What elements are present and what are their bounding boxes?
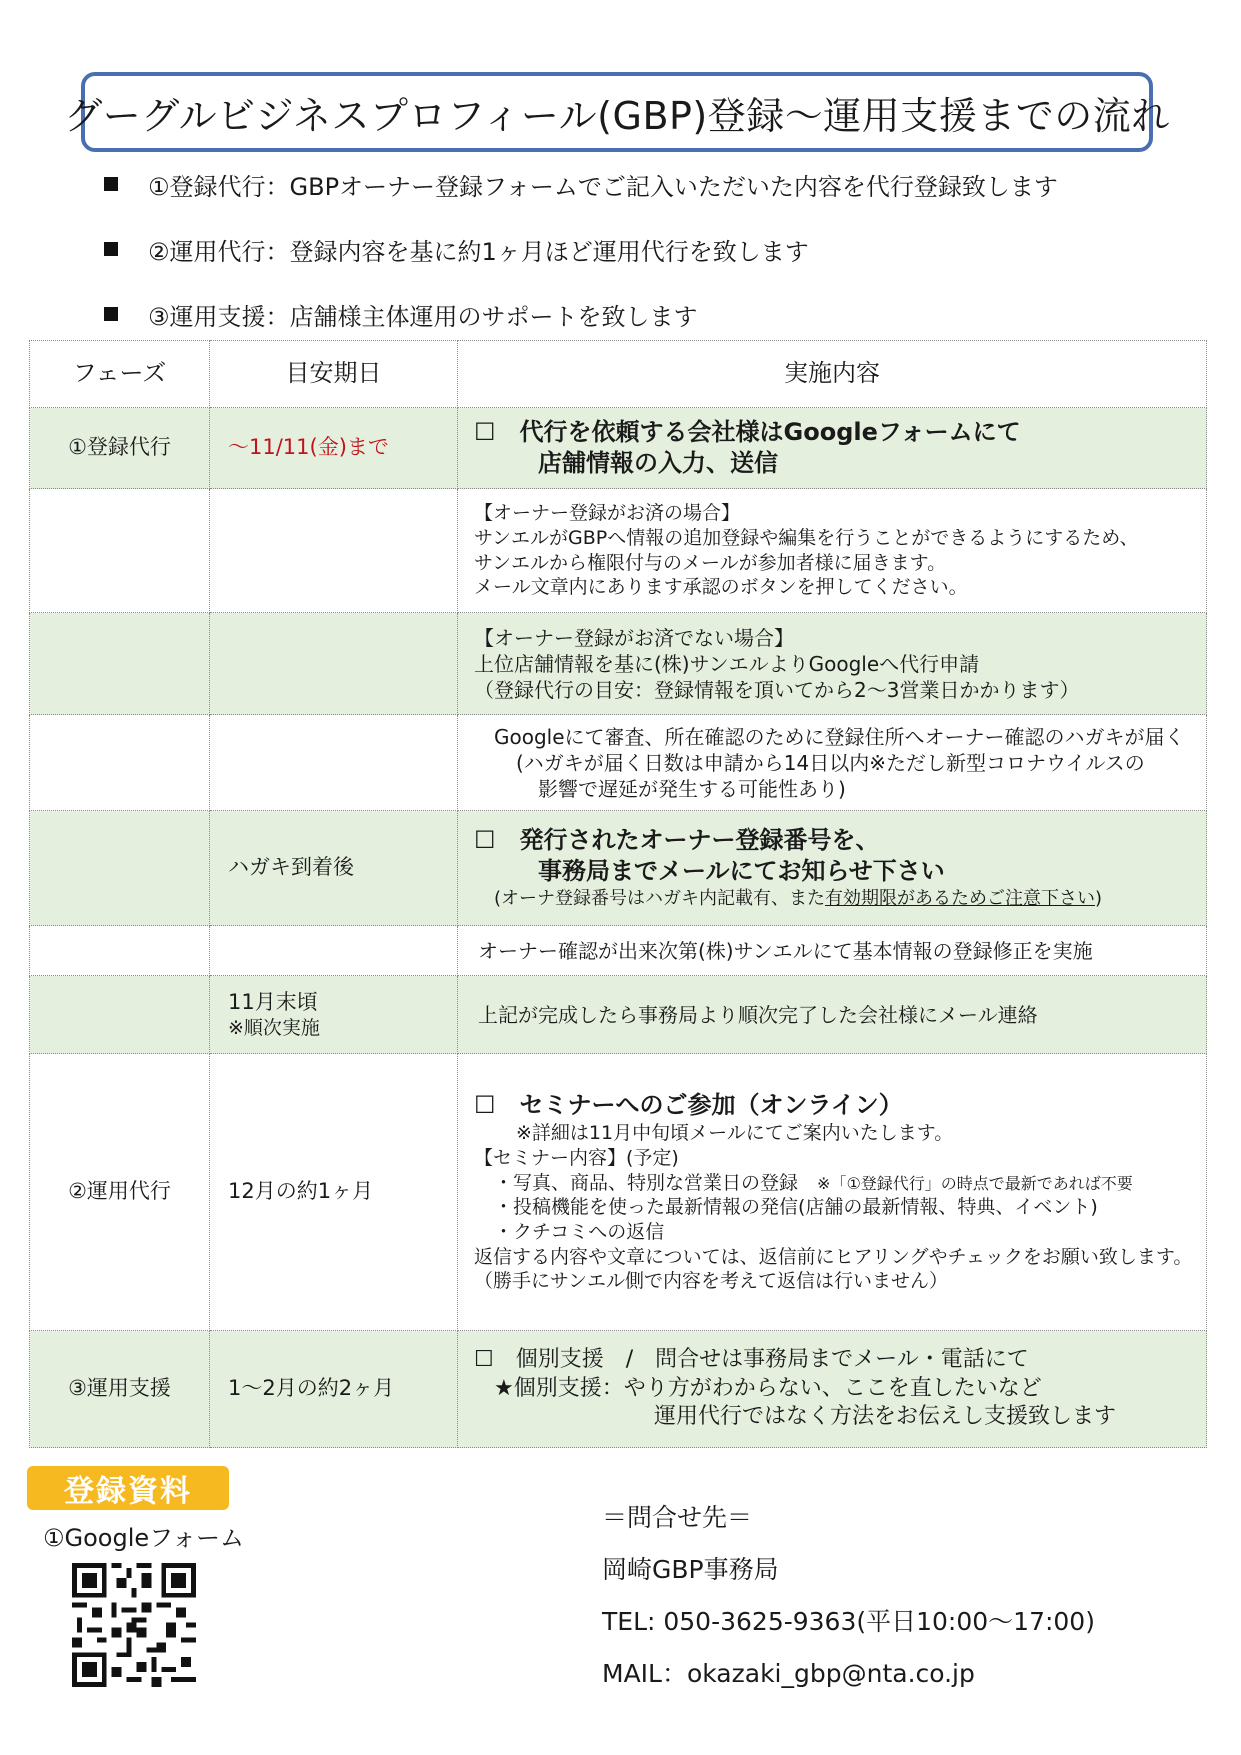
date-cell: ハガキ到着後 [210,811,458,926]
checkbox-line: ☐ 個別支援 / 問合せは事務局までメール・電話にて [474,1347,1029,1373]
table-row [30,715,1207,811]
contact-office: 岡崎GBP事務局 [602,1555,779,1584]
google-form-label: ①Googleフォーム [43,1524,244,1552]
contact-block [602,1492,1095,1700]
phase-cell [30,926,210,976]
content-cell: ☐ セミナーへのご参加（オンライン） ※詳細は11月中旬頃メールにてご案内いたします。 【セミナー内容】(予定) ・写真、商品、特別な営業日の登録 ※「①登録代行」の時点で最新であれば不要 ・投稿機能を使った最新情報の発信(店舗の最新情報、特典、イベント) ・クチコミへの返信 返信する内容や文章については、返信前にヒアリングやチェックをお願い致します。 （勝手にサンエル側で内容を考えて返信は行いません） [458,1054,1207,1331]
table-row [30,613,1207,715]
contact-mail[interactable]: MAIL：okazaki_gbp@nta.co.jp [602,1659,975,1688]
page-title: グーグルビジネスプロフィール(GBP)登録～運用支援までの流れ [81,72,1153,152]
phase-cell [30,489,210,613]
deadline-cell: ～11/11(金)まで [210,408,458,489]
checkbox-line: ☐ 代行を依頼する会社様はGoogleフォームにて [474,417,1021,446]
square-bullet-icon [104,177,118,191]
checkbox-line: ☐ セミナーへのご参加（オンライン） [474,1091,903,1119]
phase-cell: ③運用支援 [30,1331,210,1448]
square-bullet-icon [104,307,118,321]
date-cell [210,926,458,976]
header-content: 実施内容 [458,341,1207,408]
date-cell: 1～2月の約2ヶ月 [210,1331,458,1448]
content-cell: オーナー確認が出来次第(株)サンエルにて基本情報の登録修正を実施 [458,926,1207,976]
table-row [30,489,1207,613]
table-row [30,408,1207,489]
content-cell: Googleにて審査、所在確認のために登録住所へオーナー確認のハガキが届く (ハガキが届く日数は申請から14日以内※ただし新型コロナウイルスの 影響で遅延が発生する可能性あり) [458,715,1207,811]
deadline-note: (オーナ登録番号はハガキ内記載有、また有効期限があるためご注意下さい) [494,888,1103,910]
header-date: 目安期日 [210,341,458,408]
contact-heading: ＝問合せ先＝ [602,1503,753,1532]
bullet-item: ②運用代行：登録内容を基に約1ヶ月ほど運用代行を致します [104,231,1184,267]
table-row [30,1331,1207,1448]
materials-badge: 登録資料 [27,1466,229,1510]
header-phase: フェーズ [30,341,210,408]
contact-tel[interactable]: TEL: 050-3625-9363(平日10:00～17:00) [602,1607,1095,1636]
summary-bullets [104,166,1184,361]
phase-cell [30,976,210,1054]
table-row [30,976,1207,1054]
table-row [30,811,1207,926]
table-row [30,1054,1207,1331]
content-cell: 【オーナー登録がお済でない場合】 上位店舗情報を基に(株)サンエルよりGoogleへ代行申請 （登録代行の目安：登録情報を頂いてから2～3営業日かかります） [458,613,1207,715]
phase-cell [30,715,210,811]
date-cell [210,613,458,715]
content-cell: 【オーナー登録がお済の場合】 サンエルがGBPへ情報の追加登録や編集を行うことができるようにするため、 サンエルから権限付与のメールが参加者様に届きます。 メール文章内にあります承認のボタンを押してください。 [458,489,1207,613]
qr-code-icon[interactable] [72,1563,196,1687]
date-cell: 11月末頃 ※順次実施 [210,976,458,1054]
content-cell: ☐ 個別支援 / 問合せは事務局までメール・電話にて ★個別支援：やり方がわからない、ここを直したいなど 運用代行ではなく方法をお伝えし支援致します [458,1331,1207,1448]
phase-cell: ②運用代行 [30,1054,210,1331]
square-bullet-icon [104,242,118,256]
phase-cell [30,811,210,926]
phase-cell [30,613,210,715]
flow-table [29,340,1207,1448]
date-cell: 12月の約1ヶ月 [210,1054,458,1331]
bullet-item: ③運用支援：店舗様主体運用のサポートを致します [104,296,1184,332]
date-cell [210,715,458,811]
content-cell: ☐ 発行されたオーナー登録番号を、 事務局までメールにてお知らせ下さい (オーナ登録番号はハガキ内記載有、また有効期限があるためご注意下さい) [458,811,1207,926]
table-row [30,926,1207,976]
content-cell: 上記が完成したら事務局より順次完了した会社様にメール連絡 [458,976,1207,1054]
date-cell [210,489,458,613]
phase-cell: ①登録代行 [30,408,210,489]
table-header-row [30,341,1207,408]
bullet-item: ①登録代行：GBPオーナー登録フォームでご記入いただいた内容を代行登録致します [104,166,1184,202]
checkbox-line: ☐ 発行されたオーナー登録番号を、 [474,826,880,855]
content-cell: ☐ 代行を依頼する会社様はGoogleフォームにて 店舗情報の入力、送信 [458,408,1207,489]
